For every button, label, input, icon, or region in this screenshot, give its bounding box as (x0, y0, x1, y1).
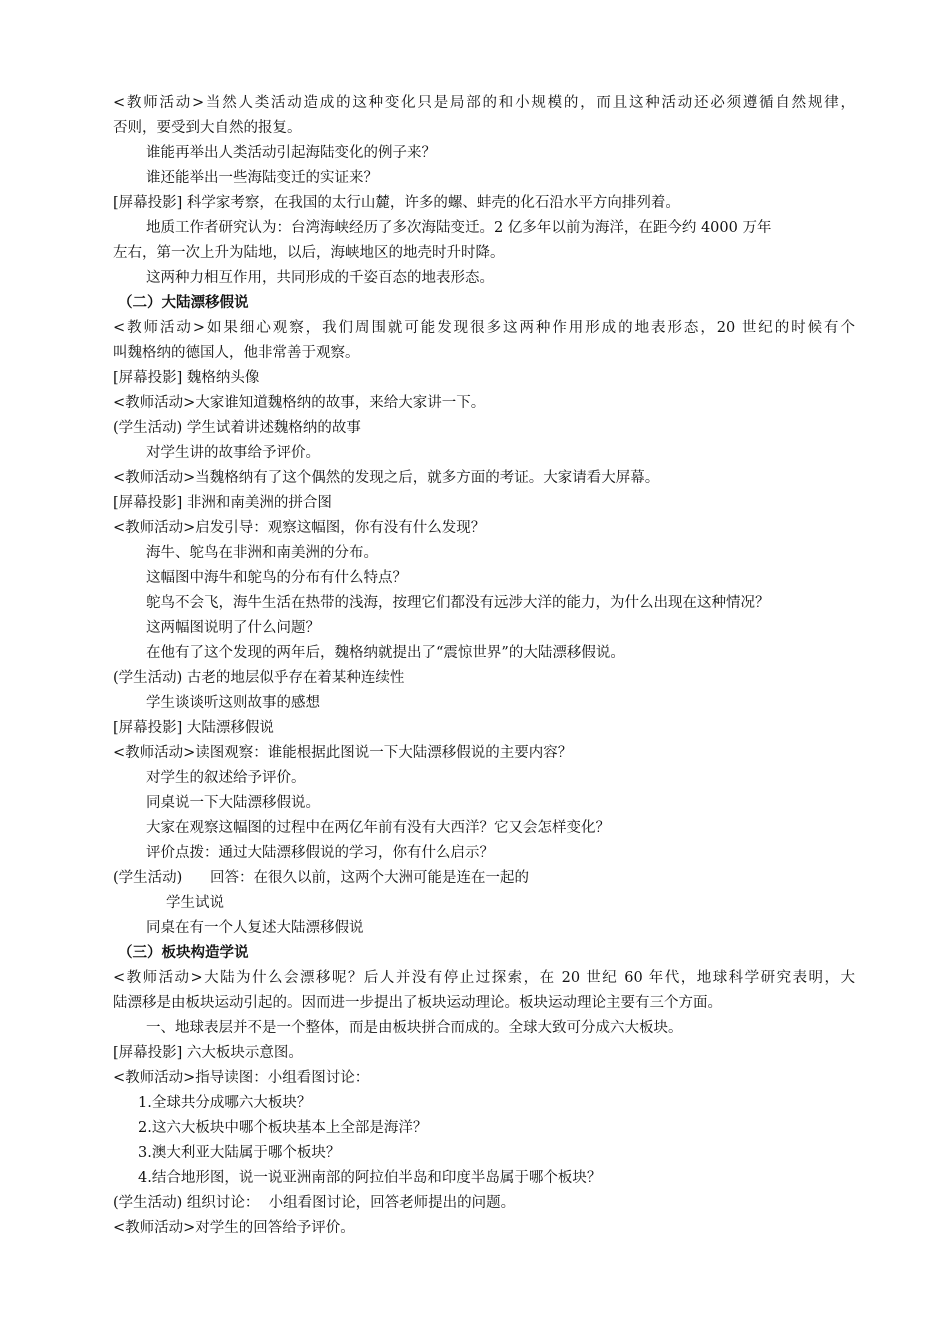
text-line: 对学生的叙述给予评价。 (146, 770, 306, 786)
text-line: 评价点拨：通过大陆漂移假说的学习，你有什么启示？ (146, 845, 494, 861)
text-line: 这两幅图说明了什么问题？ (146, 620, 320, 636)
section-heading: （三）板块构造学说 (118, 945, 249, 961)
text-line: [屏幕投影] 非洲和南美洲的拼合图 (113, 495, 332, 511)
text-line: 学生试说 (166, 895, 224, 911)
text-line: [屏幕投影] 科学家考察，在我国的太行山麓，许多的螺、蚌壳的化石沿水平方向排列着。 (113, 195, 680, 211)
text-line: [屏幕投影] 大陆漂移假说 (113, 720, 274, 736)
text-line: 地质工作者研究认为：台湾海峡经历了多次海陆变迁。2 亿多年以前为海洋，在距今约 4000 万年 (146, 220, 772, 236)
text-line: 谁能再举出人类活动引起海陆变化的例子来？ (146, 145, 436, 161)
text-line: 这幅图中海牛和鸵鸟的分布有什么特点？ (146, 570, 407, 586)
text-line: 对学生讲的故事给予评价。 (146, 445, 320, 461)
text-line: <教师活动>如果细心观察，我们周围就可能发现很多这两种作用形成的地表形态，20 世纪的时候有个 (113, 320, 855, 336)
text-line: 同桌说一下大陆漂移假说。 (146, 795, 320, 811)
text-line: (学生活动) 学生试着讲述魏格纳的故事 (113, 420, 361, 436)
list-item: 4.结合地形图，说一说亚洲南部的阿拉伯半岛和印度半岛属于哪个板块？ (138, 1170, 602, 1186)
text-line: (学生活动) 回答：在很久以前，这两个大洲可能是连在一起的 (113, 870, 529, 886)
text-line: (学生活动) 古老的地层似乎存在着某种连续性 (113, 670, 405, 686)
text-line: 谁还能举出一些海陆变迁的实证来？ (146, 170, 378, 186)
text-line: <教师活动>大陆为什么会漂移呢？后人并没有停止过探索，在 20 世纪 60 年代，地球科学研究表明，大 (113, 970, 855, 986)
text-line: 鸵鸟不会飞，海牛生活在热带的浅海，按理它们都没有远涉大洋的能力，为什么出现在这种情况？ (146, 595, 770, 611)
text-line: 海牛、鸵鸟在非洲和南美洲的分布。 (146, 545, 378, 561)
text-line: <教师活动>大家谁知道魏格纳的故事，来给大家讲一下。 (113, 395, 486, 411)
text-line: 左右，第一次上升为陆地，以后，海峡地区的地壳时升时降。 (113, 245, 505, 261)
text-line: <教师活动>读图观察：谁能根据此图说一下大陆漂移假说的主要内容？ (113, 745, 573, 761)
text-line: [屏幕投影] 魏格纳头像 (113, 370, 260, 386)
text-line: 这两种力相互作用，共同形成的千姿百态的地表形态。 (146, 270, 494, 286)
text-line: <教师活动>当然人类活动造成的这种变化只是局部的和小规模的，而且这种活动还必须遵循自然规律， (113, 95, 855, 111)
text-line: 否则，要受到大自然的报复。 (113, 120, 302, 136)
text-line: 大家在观察这幅图的过程中在两亿年前有没有大西洋？它又会怎样变化？ (146, 820, 610, 836)
text-line: 一、地球表层并不是一个整体，而是由板块拼合而成的。全球大致可分成六大板块。 (146, 1020, 683, 1036)
text-line: (学生活动) 组织讨论： 小组看图讨论，回答老师提出的问题。 (113, 1195, 516, 1211)
text-line: <教师活动>当魏格纳有了这个偶然的发现之后，就多方面的考证。大家请看大屏幕。 (113, 470, 660, 486)
text-line: 在他有了这个发现的两年后，魏格纳就提出了“震惊世界”的大陆漂移假说。 (146, 645, 625, 661)
text-line: 学生谈谈听这则故事的感想 (146, 695, 320, 711)
list-item: 2.这六大板块中哪个板块基本上全部是海洋？ (138, 1120, 428, 1136)
text-line: [屏幕投影] 六大板块示意图。 (113, 1045, 303, 1061)
text-line: <教师活动>启发引导：观察这幅图，你有没有什么发现？ (113, 520, 486, 536)
list-item: 3.澳大利亚大陆属于哪个板块？ (138, 1145, 341, 1161)
text-line: <教师活动>对学生的回答给予评价。 (113, 1220, 355, 1236)
list-item: 1.全球共分成哪六大板块？ (138, 1095, 312, 1111)
text-line: 同桌在有一个人复述大陆漂移假说 (146, 920, 364, 936)
text-line: 叫魏格纳的德国人，他非常善于观察。 (113, 345, 360, 361)
text-line: <教师活动>指导读图：小组看图讨论： (113, 1070, 370, 1086)
section-heading: （二）大陆漂移假说 (118, 295, 249, 311)
text-line: 陆漂移是由板块运动引起的。因而进一步提出了板块运动理论。板块运动理论主要有三个方面。 (113, 995, 722, 1011)
